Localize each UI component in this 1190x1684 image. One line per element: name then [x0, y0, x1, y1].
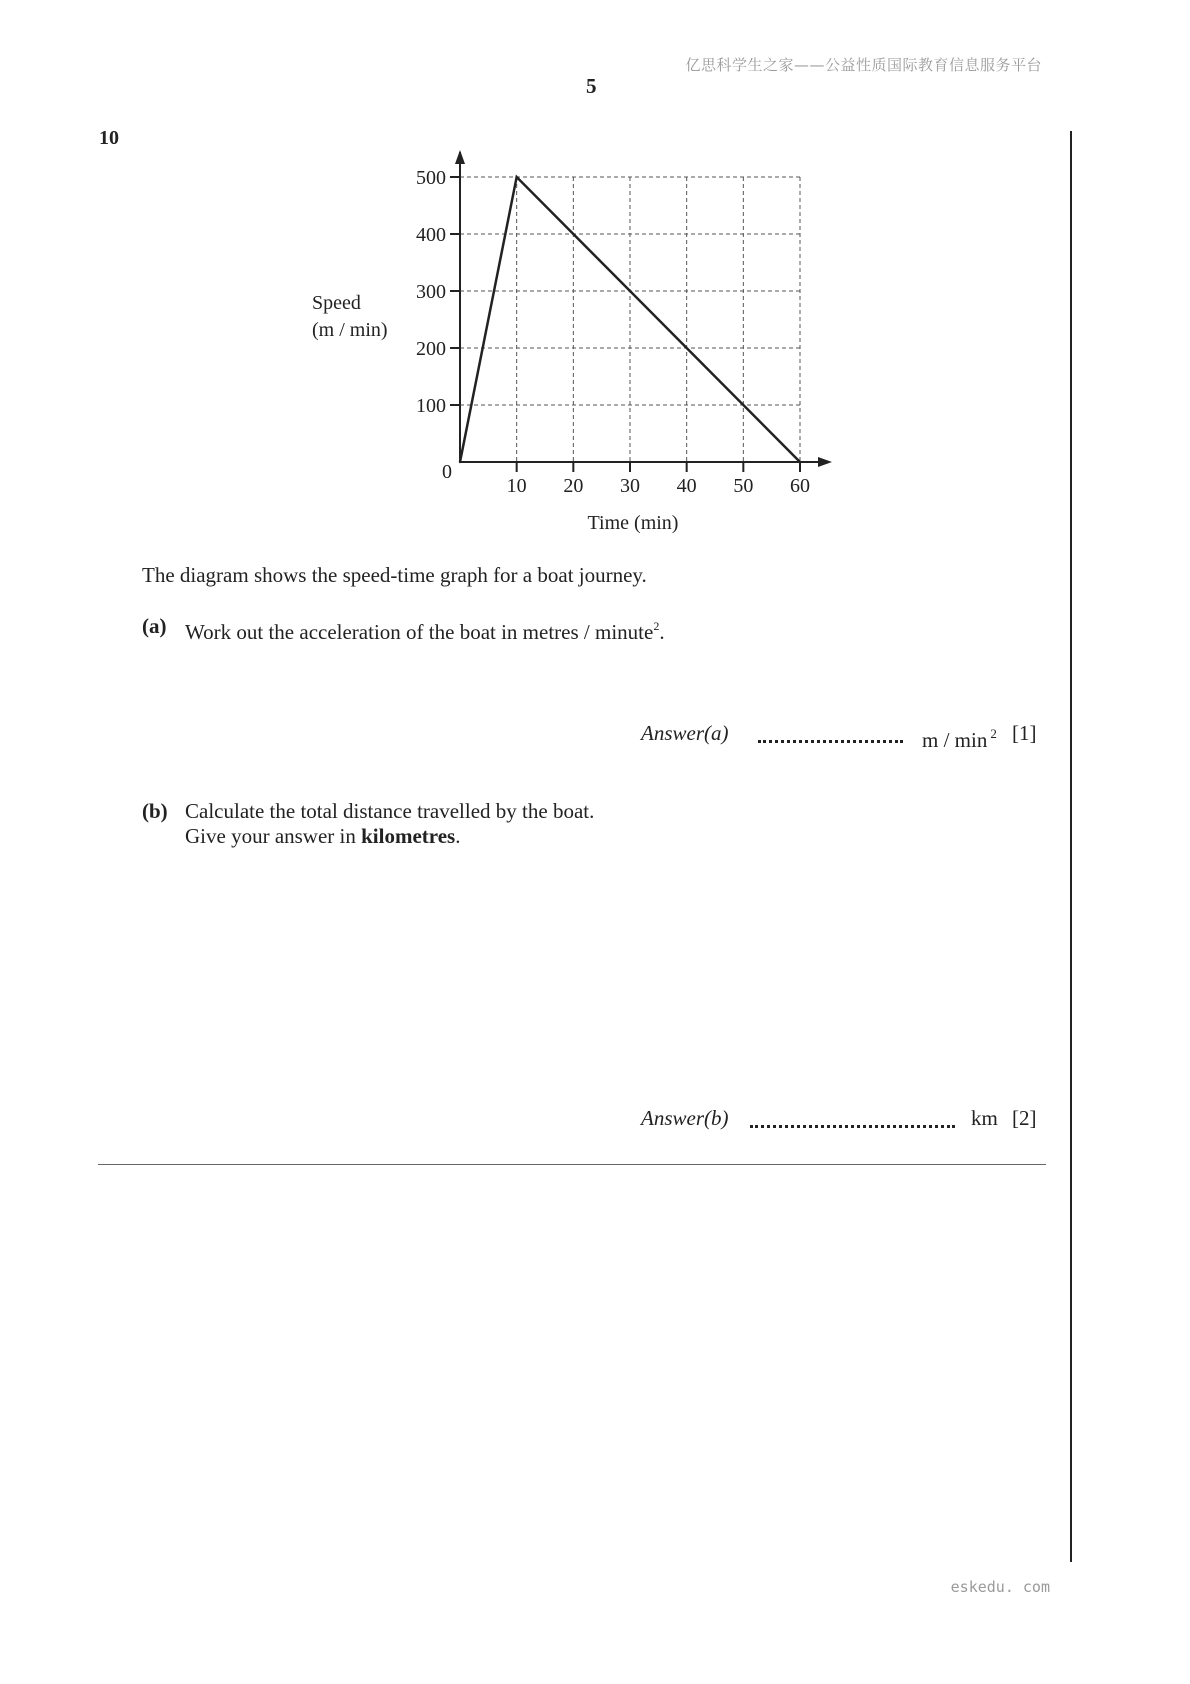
y-tick-label: 200 [416, 338, 446, 360]
y-axis-arrow [455, 150, 465, 164]
part-a-text: Work out the acceleration of the boat in metres / minute [185, 620, 654, 644]
page-number: 5 [586, 74, 597, 98]
origin-label: 0 [442, 461, 452, 483]
x-axis-arrow [818, 457, 832, 467]
part-a-period: . [659, 620, 665, 644]
data-point [799, 461, 801, 463]
part-b-line2 [185, 824, 460, 849]
answer-b-label: Answer(b) [641, 1106, 729, 1130]
x-tick-label: 40 [676, 475, 697, 497]
part-b-emphasis: kilometres [361, 824, 456, 848]
answer-b-unit: km [971, 1106, 998, 1130]
y-axis-title-line2: (m / min) [312, 319, 388, 341]
right-margin-rule [1070, 131, 1072, 1562]
part-b-period: . [455, 824, 461, 848]
part-b-label: (b) [142, 799, 168, 823]
answer-a-field[interactable] [758, 740, 903, 743]
part-a-superscript: 2 [653, 619, 660, 633]
footer-watermark: eskedu. com [950, 1578, 1050, 1596]
x-axis-title: Time (min) [587, 512, 679, 534]
answer-a-unit-superscript: 2 [990, 726, 997, 741]
y-tick-label: 300 [416, 281, 446, 303]
answer-a-label: Answer(a) [641, 721, 729, 745]
x-tick-label: 60 [790, 475, 810, 497]
data-point [459, 461, 461, 463]
data-point [515, 176, 517, 178]
part-a-question [185, 614, 665, 645]
header-watermark: 亿思科学生之家——公益性质国际教育信息服务平台 [685, 56, 1042, 74]
answer-a-unit-text: m / min [922, 728, 988, 752]
y-tick-label: 100 [416, 395, 446, 417]
part-b-line2-text: Give your answer in [185, 824, 362, 848]
answer-a-unit [922, 721, 997, 753]
speed-time-chart [300, 140, 840, 540]
x-tick-label: 50 [733, 475, 754, 497]
question-intro: The diagram shows the speed-time graph for a boat journey. [142, 563, 647, 587]
y-tick-label: 500 [416, 167, 446, 189]
section-divider [98, 1164, 1046, 1165]
x-tick-label: 20 [563, 475, 584, 497]
y-axis-title-line1: Speed [312, 292, 361, 314]
answer-b-marks: [2] [1012, 1106, 1037, 1130]
y-tick-label: 400 [416, 224, 446, 246]
question-number: 10 [99, 127, 119, 149]
answer-a-marks: [1] [1012, 721, 1037, 745]
x-tick-label: 10 [506, 475, 527, 497]
answer-b-field[interactable] [750, 1125, 955, 1128]
part-b-line1: Calculate the total distance travelled by the boat. [185, 799, 595, 823]
x-tick-label: 30 [620, 475, 640, 497]
part-a-label: (a) [142, 614, 167, 638]
